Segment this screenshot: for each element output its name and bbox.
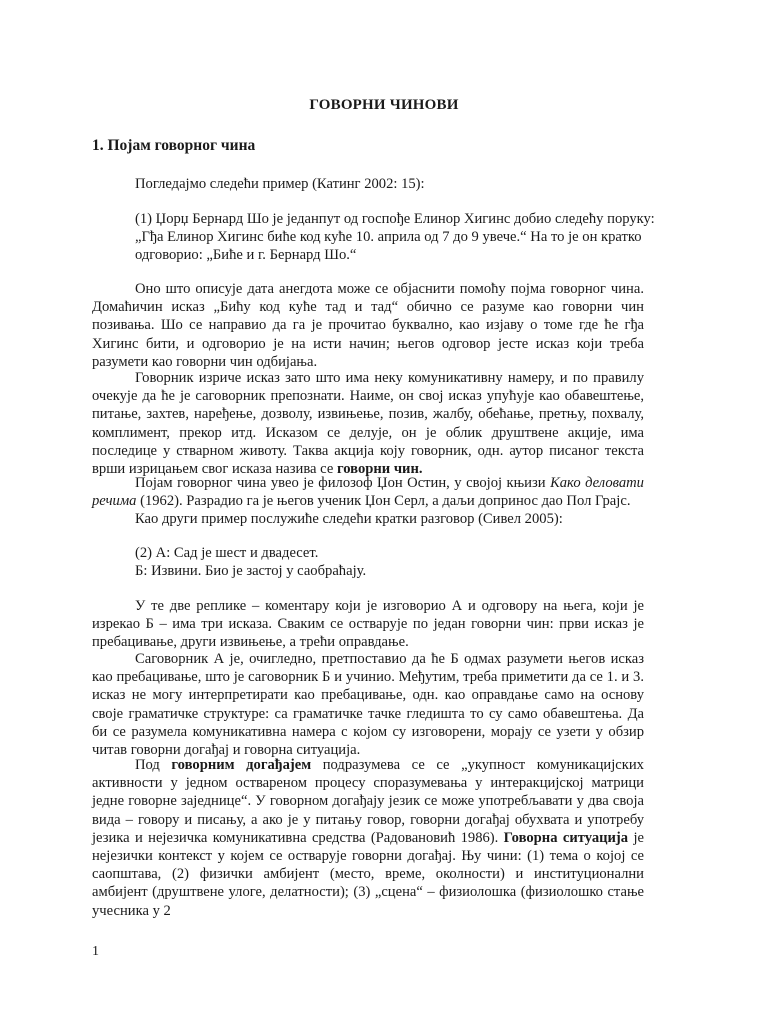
paragraph-2 [92,369,644,478]
section-heading: 1. Појам говорног чина [92,137,256,154]
paragraph-6: Саговорник А је, очигледно, претпоставио да ће Б одмах разумети његов исказ као пребацивање, што је саговорник Б и учинио. Међутим, треба приметити да се 1. и 3. исказ не могу интерпретирати као пребацивање, одн. као оправдање само на основу своје граматичке структуре: са граматичке тачке гледишта то су само обавештења. Да би се разумела комуникативна намера с којом су изговорени, морају се узети у обзир читав говорни догађај и говорна ситуација. [92,651,644,759]
paragraph-5: У те две реплике – коментару који је изговорио А и одговору на њега, који је изрекао Б – има три исказа. Сваким се остварује по један говорни чин: први исказ је пребацивање, други извињење, а трећи оправдање. [92,598,644,651]
term-speech-situation: Говорна ситуација [503,829,629,846]
term-speech-event: говорним догађајем [171,757,312,773]
paragraph-3-text-end: (1962). Разрадио га је његов ученик Џон Серл, а даљи допринос дао Пол Грајс. [136,493,631,510]
example-2 [135,544,655,580]
document-title: ГОВОРНИ ЧИНОВИ [309,97,459,113]
example-2-line: (2) А: Сад је шест и двадесет. [135,545,319,561]
paragraph-7-text: Под [135,757,172,773]
example-1-line: (1) Џорџ Бернард Шо је једанпут од госпође Елинор Хигинс добио следећу поруку: [135,211,655,227]
paragraph-7-text-end: је нејезички контекст у којем се остварује говорни догађај. Њу чини: (1) тема о којој се саопштава, (2) физички амбијент (место, време, околности) и институционални амбијент (друштвене улоге, делатности); (3) „сцена“ – физиолошка (физиолошко стање учесника у 2 [92,829,644,919]
paragraph-2-text: Говорник изриче исказ зато што има неку комуникативну намеру, и по правилу очекује да ће је саговорник препознати. Наиме, он свој исказ упућује као обавештење, питање, захтев, наређење, дозволу, извињење, позив, жалбу, обећање, претњу, похвалу, комплимент, прекор итд. Исказом се делује, он је облик друштвене акције, има последице у стварном животу. Таква акција коју говорник, одн. аутор писаног текста врши изрицањем свог исказа назива се [92,370,644,478]
paragraph-4: Као други пример послужиће следећи кратки разговор (Сивел 2005): [135,511,563,527]
paragraph-7 [92,756,644,920]
page-number: 1 [92,944,99,959]
example-1 [135,210,655,265]
example-1-line: одговорио: „Биће и г. Бернард Шо.“ [135,247,357,264]
example-2-line: Б: Извини. Био је застој у саобраћају. [135,563,367,580]
intro-line: Погледајмо следећи пример (Катинг 2002: 15): [135,176,425,192]
paragraph-7-text-mid: подразумева се се „укупност комуникацијских активности у једном оствареном процесу споразумевања у интеракцијској матрици једне говорне заједнице“. У говорном догађају језик се може употребљавати у два своја вида – говору и писању, а ако је у питању говор, говорни догађај обухвата и употребу језика и нејезичка комуникативна средства (Радовановић 1986). [92,757,644,846]
term-speech-act: говорни чин. [336,461,423,478]
paragraph-3-text: Појам говорног чина увео је филозоф Џон Остин, у својој књизи [135,475,551,491]
example-1-line: „Гђа Елинор Хигинс биће код куће 10. априла од 7 до 9 увече.“ На то је он кратко [135,229,642,246]
paragraph-1: Оно што описује дата анегдота може се објаснити помоћу појма говорног чина. Домаћичин исказ „Бићу код куће тад и тад“ обично се разуме као говорни чин позивања. Шо се направио да га је прочитао буквално, као изјаву о томе где ће гђа Хигинс бити, и одговорио је на исти начин; његов одговор јесте исказ који треба разумети као говорни чин одбијања. [92,281,644,370]
book-title: Како деловати речима [92,475,644,510]
paragraph-3 [92,474,644,510]
